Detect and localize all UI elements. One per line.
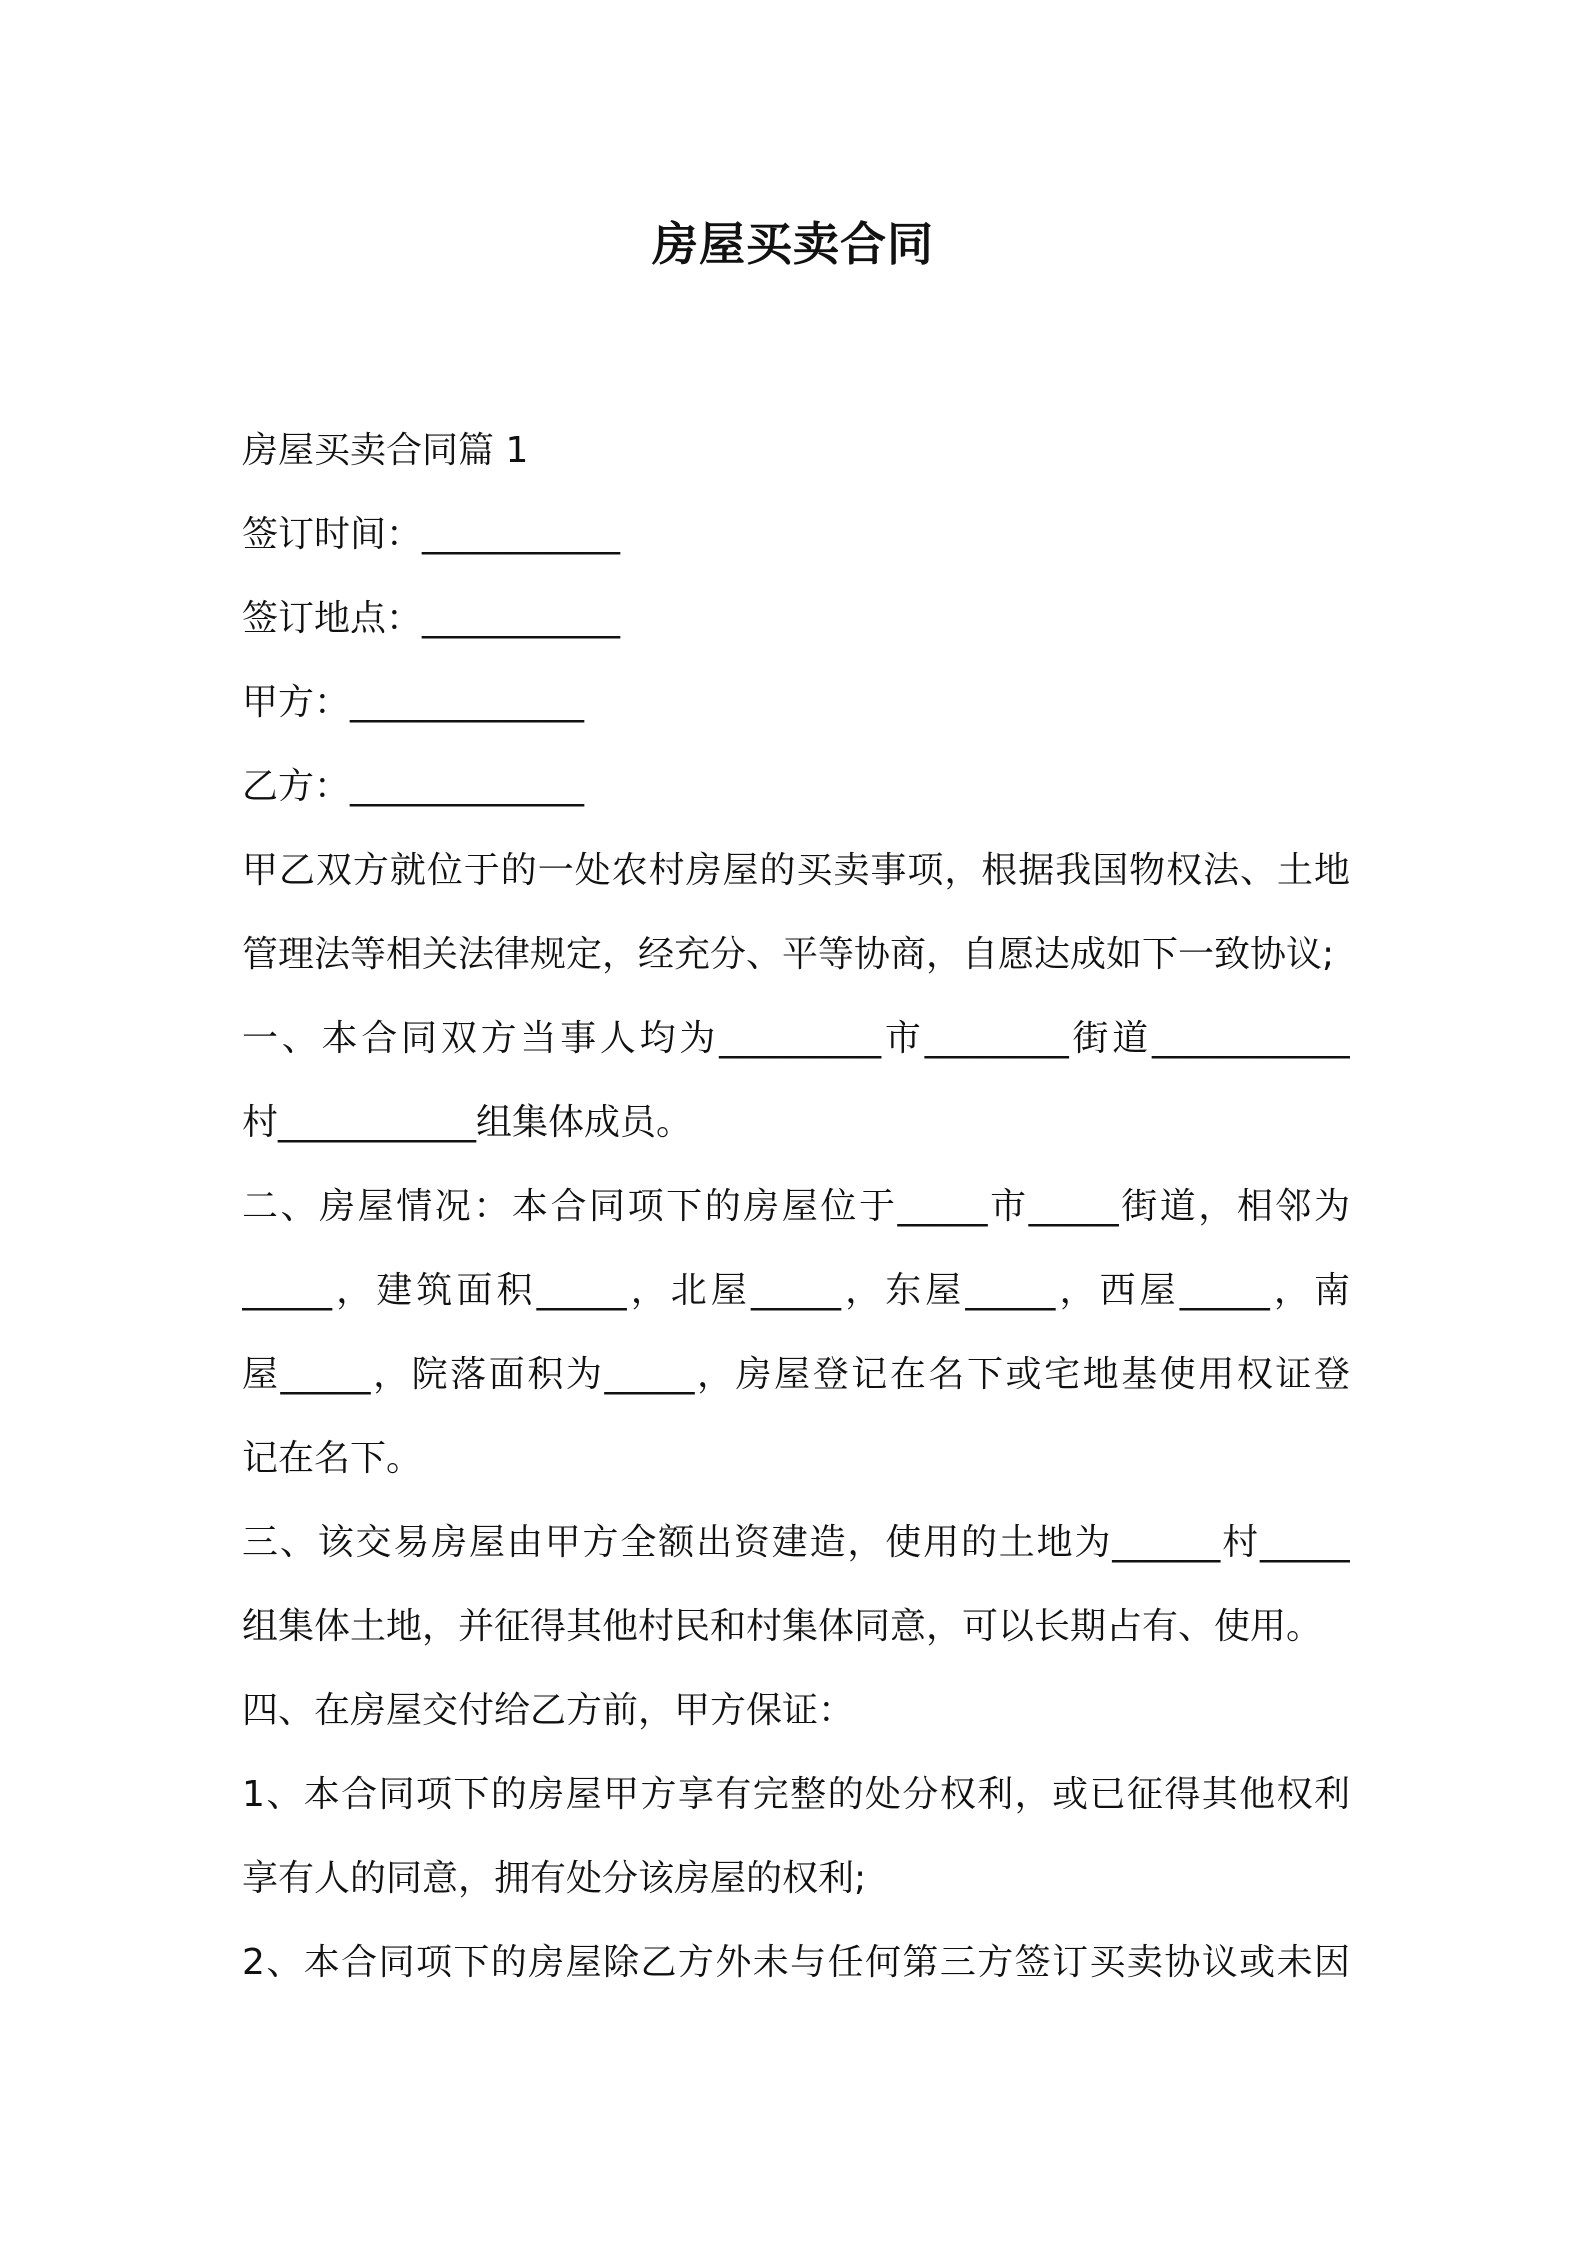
paragraph-line: 记在名下。 (242, 1438, 423, 1479)
paragraph-line: _____，建筑面积_____，北屋_____，东屋_____，西屋_____，南 (242, 1270, 1350, 1311)
document-body (242, 409, 1350, 2005)
paragraph-line: 屋_____，院落面积为_____，房屋登记在名下或宅地基使用权证登 (242, 1354, 1350, 1395)
document-title: 房屋买卖合同 (652, 217, 934, 271)
paragraph-line: 享有人的同意，拥有处分该房屋的权利; (242, 1858, 867, 1899)
paragraph-line: 二、房屋情况：本合同项下的房屋位于_____市_____街道，相邻为 (242, 1186, 1350, 1227)
party-b-line: 乙方：_____________ (242, 766, 585, 807)
signing-time-line: 签订时间：___________ (242, 514, 621, 555)
paragraph-line: 甲乙双方就位于的一处农村房屋的买卖事项，根据我国物权法、土地 (242, 850, 1350, 891)
paragraph-line: 四、在房屋交付给乙方前，甲方保证： (242, 1690, 855, 1731)
paragraph-line: 一、本合同双方当事人均为_________市________街道___________ (242, 1018, 1350, 1059)
section-heading: 房屋买卖合同篇 1 (242, 430, 529, 471)
paragraph-line: 组集体土地，并征得其他村民和村集体同意，可以长期占有、使用。 (242, 1606, 1323, 1647)
paragraph-line: 村___________组集体成员。 (242, 1102, 693, 1143)
paragraph-line: 管理法等相关法律规定，经充分、平等协商，自愿达成如下一致协议; (242, 934, 1335, 975)
paragraph-line: 三、该交易房屋由甲方全额出资建造，使用的土地为______村_____ (242, 1522, 1350, 1563)
paragraph-line: 1、本合同项下的房屋甲方享有完整的处分权利，或已征得其他权利 (242, 1774, 1350, 1815)
paragraph-line: 2、本合同项下的房屋除乙方外未与任何第三方签订买卖协议或未因 (242, 1942, 1350, 1983)
signing-place-line: 签订地点：___________ (242, 598, 621, 639)
party-a-line: 甲方：_____________ (242, 682, 585, 723)
